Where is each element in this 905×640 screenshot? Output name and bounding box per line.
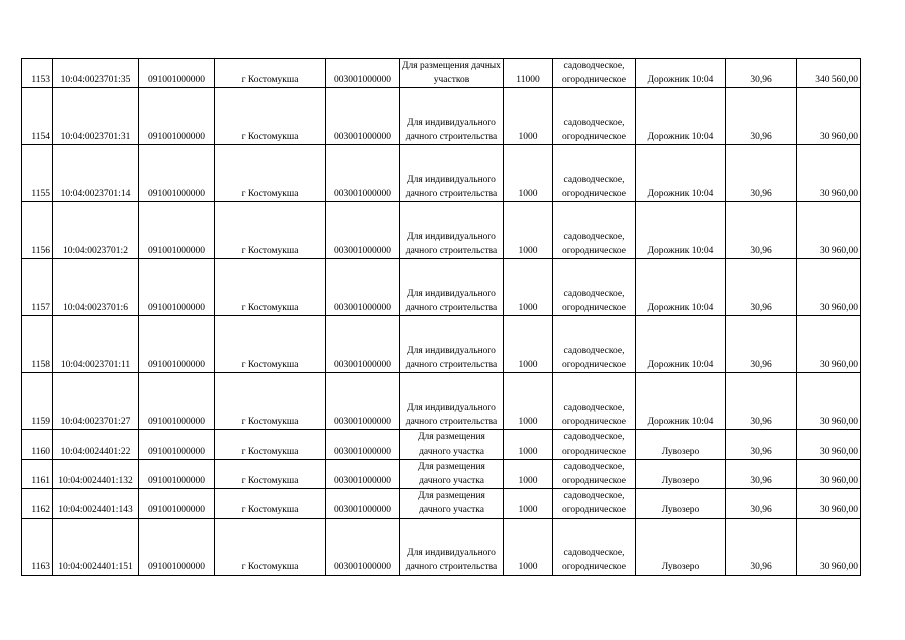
purpose-cell: Для индивидуального дачного строительства: [400, 259, 504, 316]
purpose-cell: Для индивидуального дачного строительства: [400, 518, 504, 575]
city-cell: г Костомукша: [215, 59, 326, 88]
category-cell: садоводческое, огородническое: [553, 316, 636, 373]
cadastral-value-cell: 340 560,00: [797, 59, 861, 88]
purpose-cell: Для индивидуального дачного строительства: [400, 202, 504, 259]
city-cell: г Костомукша: [215, 430, 326, 459]
city-cell: г Костомукша: [215, 259, 326, 316]
category-cell: садоводческое, огородническое: [553, 373, 636, 430]
rate-cell: 30,96: [726, 316, 797, 373]
oktmo-code-cell: 091001000000: [139, 59, 215, 88]
oktmo-code-cell: 091001000000: [139, 259, 215, 316]
code-cell: 003001000000: [326, 459, 400, 488]
city-cell: г Костомукша: [215, 316, 326, 373]
row-number-cell: 1155: [22, 145, 53, 202]
category-cell: садоводческое, огородническое: [553, 202, 636, 259]
purpose-cell: Для размещения дачного участка: [400, 459, 504, 488]
category-cell: садоводческое, огородническое: [553, 459, 636, 488]
location-cell: Лувозеро: [636, 489, 726, 518]
city-cell: г Костомукша: [215, 202, 326, 259]
area-cell: 11000: [504, 59, 553, 88]
city-cell: г Костомукша: [215, 145, 326, 202]
location-cell: Дорожник 10:04: [636, 373, 726, 430]
city-cell: г Костомукша: [215, 518, 326, 575]
table-row: [22, 459, 861, 488]
purpose-cell: Для индивидуального дачного строительства: [400, 316, 504, 373]
table-row: [22, 202, 861, 259]
purpose-cell: Для индивидуального дачного строительства: [400, 145, 504, 202]
code-cell: 003001000000: [326, 202, 400, 259]
oktmo-code-cell: 091001000000: [139, 373, 215, 430]
table-row: [22, 316, 861, 373]
table-row: [22, 430, 861, 459]
table-row: [22, 518, 861, 575]
rate-cell: 30,96: [726, 373, 797, 430]
row-number-cell: 1160: [22, 430, 53, 459]
cadastral-number-cell: 10:04:0024401:143: [53, 489, 139, 518]
cadastral-number-cell: 10:04:0023701:14: [53, 145, 139, 202]
area-cell: 1000: [504, 88, 553, 145]
area-cell: 1000: [504, 145, 553, 202]
code-cell: 003001000000: [326, 59, 400, 88]
table-row: [22, 373, 861, 430]
category-cell: садоводческое, огородническое: [553, 518, 636, 575]
city-cell: г Костомукша: [215, 459, 326, 488]
purpose-cell: Для размещения дачных участков: [400, 59, 504, 88]
rate-cell: 30,96: [726, 459, 797, 488]
location-cell: Лувозеро: [636, 518, 726, 575]
code-cell: 003001000000: [326, 518, 400, 575]
cadastral-value-cell: 30 960,00: [797, 145, 861, 202]
city-cell: г Костомукша: [215, 88, 326, 145]
row-number-cell: 1154: [22, 88, 53, 145]
row-number-cell: 1161: [22, 459, 53, 488]
purpose-cell: Для индивидуального дачного строительства: [400, 373, 504, 430]
cadastral-value-cell: 30 960,00: [797, 88, 861, 145]
rate-cell: 30,96: [726, 430, 797, 459]
oktmo-code-cell: 091001000000: [139, 489, 215, 518]
cadastral-value-cell: 30 960,00: [797, 489, 861, 518]
city-cell: г Костомукша: [215, 489, 326, 518]
cadastral-number-cell: 10:04:0024401:22: [53, 430, 139, 459]
code-cell: 003001000000: [326, 489, 400, 518]
table-row: [22, 88, 861, 145]
cadastral-value-cell: 30 960,00: [797, 459, 861, 488]
location-cell: Дорожник 10:04: [636, 145, 726, 202]
cadastral-value-cell: 30 960,00: [797, 518, 861, 575]
area-cell: 1000: [504, 518, 553, 575]
purpose-cell: Для размещения дачного участка: [400, 489, 504, 518]
oktmo-code-cell: 091001000000: [139, 430, 215, 459]
location-cell: Лувозеро: [636, 459, 726, 488]
category-cell: садоводческое, огородническое: [553, 489, 636, 518]
rate-cell: 30,96: [726, 202, 797, 259]
category-cell: садоводческое, огородническое: [553, 145, 636, 202]
code-cell: 003001000000: [326, 259, 400, 316]
oktmo-code-cell: 091001000000: [139, 202, 215, 259]
cadastral-number-cell: 10:04:0023701:35: [53, 59, 139, 88]
cadastral-number-cell: 10:04:0023701:2: [53, 202, 139, 259]
row-number-cell: 1157: [22, 259, 53, 316]
area-cell: 1000: [504, 316, 553, 373]
location-cell: Дорожник 10:04: [636, 88, 726, 145]
table-body: [22, 59, 861, 576]
land-plots-table: [21, 58, 861, 576]
purpose-cell: Для индивидуального дачного строительства: [400, 88, 504, 145]
cadastral-number-cell: 10:04:0023701:6: [53, 259, 139, 316]
row-number-cell: 1159: [22, 373, 53, 430]
area-cell: 1000: [504, 373, 553, 430]
area-cell: 1000: [504, 430, 553, 459]
oktmo-code-cell: 091001000000: [139, 459, 215, 488]
code-cell: 003001000000: [326, 316, 400, 373]
location-cell: Дорожник 10:04: [636, 316, 726, 373]
code-cell: 003001000000: [326, 88, 400, 145]
area-cell: 1000: [504, 202, 553, 259]
rate-cell: 30,96: [726, 489, 797, 518]
category-cell: садоводческое, огородническое: [553, 259, 636, 316]
row-number-cell: 1153: [22, 59, 53, 88]
cadastral-number-cell: 10:04:0023701:31: [53, 88, 139, 145]
table-row: [22, 59, 861, 88]
code-cell: 003001000000: [326, 430, 400, 459]
oktmo-code-cell: 091001000000: [139, 518, 215, 575]
cadastral-number-cell: 10:04:0024401:132: [53, 459, 139, 488]
code-cell: 003001000000: [326, 145, 400, 202]
row-number-cell: 1156: [22, 202, 53, 259]
rate-cell: 30,96: [726, 59, 797, 88]
rate-cell: 30,96: [726, 518, 797, 575]
oktmo-code-cell: 091001000000: [139, 316, 215, 373]
row-number-cell: 1163: [22, 518, 53, 575]
oktmo-code-cell: 091001000000: [139, 88, 215, 145]
purpose-cell: Для размещения дачного участка: [400, 430, 504, 459]
table-row: [22, 259, 861, 316]
cadastral-value-cell: 30 960,00: [797, 430, 861, 459]
rate-cell: 30,96: [726, 145, 797, 202]
cadastral-value-cell: 30 960,00: [797, 316, 861, 373]
location-cell: Дорожник 10:04: [636, 59, 726, 88]
table-row: [22, 489, 861, 518]
category-cell: садоводческое, огородническое: [553, 430, 636, 459]
location-cell: Дорожник 10:04: [636, 259, 726, 316]
oktmo-code-cell: 091001000000: [139, 145, 215, 202]
rate-cell: 30,96: [726, 259, 797, 316]
row-number-cell: 1162: [22, 489, 53, 518]
area-cell: 1000: [504, 489, 553, 518]
row-number-cell: 1158: [22, 316, 53, 373]
cadastral-number-cell: 10:04:0024401:151: [53, 518, 139, 575]
cadastral-value-cell: 30 960,00: [797, 259, 861, 316]
code-cell: 003001000000: [326, 373, 400, 430]
category-cell: садоводческое, огородническое: [553, 59, 636, 88]
area-cell: 1000: [504, 259, 553, 316]
cadastral-number-cell: 10:04:0023701:27: [53, 373, 139, 430]
cadastral-number-cell: 10:04:0023701:11: [53, 316, 139, 373]
cadastral-value-cell: 30 960,00: [797, 373, 861, 430]
area-cell: 1000: [504, 459, 553, 488]
cadastral-value-cell: 30 960,00: [797, 202, 861, 259]
location-cell: Дорожник 10:04: [636, 202, 726, 259]
location-cell: Лувозеро: [636, 430, 726, 459]
table-row: [22, 145, 861, 202]
rate-cell: 30,96: [726, 88, 797, 145]
city-cell: г Костомукша: [215, 373, 326, 430]
category-cell: садоводческое, огородническое: [553, 88, 636, 145]
